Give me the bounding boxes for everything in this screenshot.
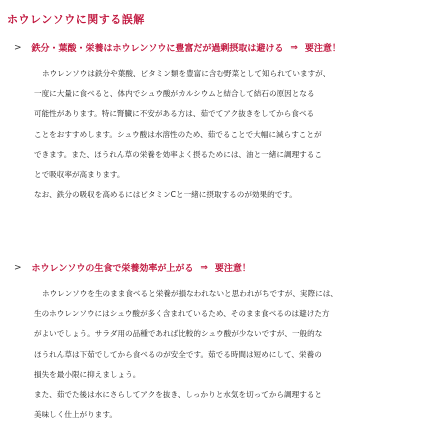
- body-line: ことをおすすめします。シュウ酸は水溶性のため、茹でることで大幅に減らすことが: [34, 129, 322, 139]
- body-line: また、茹でた後は水にさらしてアクを抜き、しっかりと水気を切ってから調理すると: [34, 389, 323, 399]
- body-line: なお、鉄分の吸収を高めるにはビタミンCと一緒に摂取するのが効果的です。: [34, 190, 297, 200]
- body-line: 可能性があります。特に腎臓に不安がある方は、茹でてアク抜きをしてから食べる: [34, 109, 315, 119]
- item-heading: ホウレンソウの生食で栄養効率が上がる: [31, 264, 194, 274]
- arrow-icon: ⇒: [200, 262, 208, 273]
- body-line: ほうれん草は下茹でしてから食べるのが安全です。茹でる時間は短めにして、栄養の: [34, 349, 322, 359]
- item-body: [34, 64, 440, 205]
- body-line: ホウレンソウを生のまま食べると栄養が損なわれないと思われがちですが、実際には、: [42, 289, 338, 298]
- arrow-icon: ⇒: [290, 42, 298, 53]
- list-item: [14, 41, 440, 205]
- bullet-arrow-icon: >: [14, 262, 22, 273]
- item-heading-row: [14, 41, 440, 54]
- body-line: がよいでしょう。サラダ用の品種であれば比較的シュウ酸が少ないですが、一般的な: [34, 329, 323, 339]
- item-heading-row: [14, 261, 440, 274]
- item-body: [34, 284, 440, 425]
- item-conclusion: 要注意！: [304, 44, 341, 54]
- body-line: 生のホウレンソウにはシュウ酸が多く含まれているため、そのまま食べるのは避けた方: [34, 309, 330, 319]
- page-title: ホウレンソウに関する誤解: [7, 13, 145, 26]
- body-line: ホウレンソウは鉄分や葉酸、ビタミン類を豊富に含む野菜として知られていますが、: [42, 69, 331, 78]
- body-line: とで吸収率が高まります。: [34, 169, 125, 179]
- list-item: [14, 261, 440, 425]
- body-line: 損失を最小限に抑えましょう。: [34, 369, 141, 379]
- item-heading: 鉄分・葉酸・栄養はホウレンソウに豊富だが過剰摂取は避ける: [31, 44, 284, 54]
- body-line: できます。また、ほうれん草の栄養を効率よく摂るためには、油と一緒に調理するこ: [34, 149, 322, 159]
- body-line: 美味しく仕上がります。: [34, 410, 117, 420]
- item-conclusion: 要注意！: [214, 264, 251, 274]
- body-line: 一度に大量に食べると、体内でシュウ酸がカルシウムと結合して結石の原因となる: [34, 89, 315, 99]
- bullet-arrow-icon: >: [14, 42, 22, 53]
